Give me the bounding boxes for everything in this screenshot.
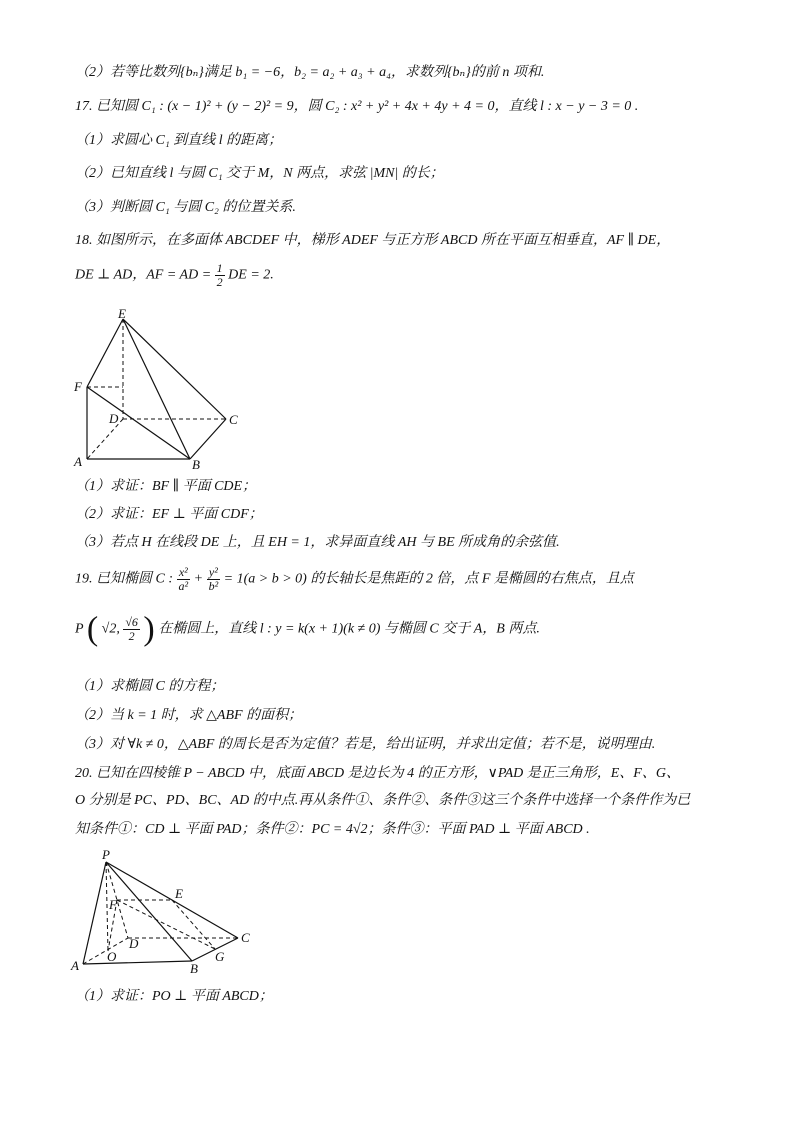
edge-PB [106,862,192,961]
q19-part3: （3）对 ∀k ≠ 0，△ABF 的周长是否为定值？若是，给出证明，并求出定值；若不是，说明理由. [75,737,656,752]
q20-part1: （1）求证：PO ⊥ 平面 ABCD； [75,989,273,1004]
q19-paren-right: ) [143,610,155,648]
q16-part2: （2）若等比数列{bₙ}满足 b₁ = −6，b₂ = a₂ + a₃ + a₄，求数列{bₙ}的前 n 项和. [75,65,545,80]
q18-cond-text-b: DE = 2. [228,267,274,283]
q18-cond-text-a: DE ⊥ AD，AF = AD = [75,267,212,283]
edge-AB [83,961,192,964]
label-P: P [102,847,110,862]
label-E: E [118,306,126,321]
q19-paren-left: ( [86,610,99,648]
label-G: G [215,949,225,964]
label-B: B [192,457,200,472]
edge-FB [87,387,190,459]
q19-plus: + [193,571,204,587]
edge-EB [123,319,190,459]
q20-conditions: 知条件①：CD ⊥ 平面 PAD；条件②：PC = 4√2；条件③：平面 PAD ⊥ 平面 ABCD . [75,822,590,837]
q17-stem: 17. 已知圆 C₁ : (x − 1)² + (y − 2)² = 9，圆 C₂ : x² + y² + 4x + 4y + 4 = 0，直线 l : x − y − 3 = 0 . [75,99,639,114]
q19-frac-y [207,566,221,593]
label-C: C [229,412,238,427]
q19-text-c: 在椭圆上，直线 l : y = k(x + 1)(k ≠ 0) 与椭圆 C 交于 A，B 两点. [158,621,540,637]
q19-stem [75,566,634,593]
q18-part2: （2）求证：EF ⊥ 平面 CDF； [75,507,263,522]
q19-text-b: = 1(a > b > 0) 的长轴长是焦距的 2 倍，点 F 是椭圆的右焦点，且点 [223,571,634,587]
edge-AD-hidden [83,938,128,964]
q19-frac-y-den: b² [208,579,219,593]
q19-frac-sqrt6 [123,616,140,643]
q18-stem: 18. 如图所示，在多面体 ABCDEF 中，梯形 ADEF 与正方形 ABCD 所在平面互相垂直，AF ∥ DE， [75,233,671,248]
label-F: F [74,379,82,394]
q18-frac-num: 1 [216,261,223,275]
q19-part2: （2）当 k = 1 时，求 △ABF 的面积； [75,708,303,723]
q19-frac-x-den: a² [178,579,189,593]
q17-part1: （1）求圆心 C₁ 到直线 l 的距离； [75,133,283,148]
polyhedron-figure [70,306,250,476]
q17-part2: （2）已知直线 l 与圆 C₁ 交于 M，N 两点，求弦 |MN| 的长； [75,166,444,181]
label-B: B [190,961,198,976]
q19-part1: （1）求椭圆 C 的方程； [75,679,225,694]
q19-frac-sqrt6-den: 2 [128,629,135,643]
q19-sqrt2: √2, [101,621,120,637]
pyramid-figure [66,846,266,976]
edge-BC [190,419,226,459]
edge-EC [123,319,226,419]
q18-part3: （3）若点 H 在线段 DE 上，且 EH = 1，求异面直线 AH 与 BE 所成角的余弦值. [75,535,560,550]
q20-stem-cont: O 分别是 PC、PD、BC、AD 的中点.再从条件①、条件②、条件③这三个条件中选择一个条件作为已 [75,793,691,808]
edge-PA [83,862,106,964]
q19-text-a: 19. 已知椭圆 C : [75,571,173,587]
edge-EF [87,319,123,387]
edge-EG-hidden [172,900,215,949]
label-F: F [109,897,117,912]
q19-point-line [75,610,540,648]
q19-point-P: P [75,621,84,637]
q18-frac-den: 2 [216,275,223,289]
q19-frac-sqrt6-num: √6 [125,615,138,629]
label-E: E [175,886,183,901]
label-D: D [129,936,139,951]
q18-conditions [75,262,274,289]
label-O: O [107,949,117,964]
edge-PO-hidden [106,862,108,951]
label-C: C [241,930,250,945]
label-D: D [109,411,119,426]
q19-frac-x-num: x² [177,566,191,580]
q18-fraction [215,262,225,289]
q19-frac-x [177,566,191,593]
label-A: A [74,454,82,469]
q19-frac-y-num: y² [207,566,221,580]
label-A: A [71,958,79,973]
q18-part1: （1）求证：BF ∥ 平面 CDE； [75,479,257,494]
q20-stem: 20. 已知在四棱锥 P − ABCD 中，底面 ABCD 是边长为 4 的正方形，∨PAD 是正三角形，E、F、G、 [75,766,680,781]
q17-part3: （3）判断圆 C₁ 与圆 C₂ 的位置关系. [75,200,296,215]
